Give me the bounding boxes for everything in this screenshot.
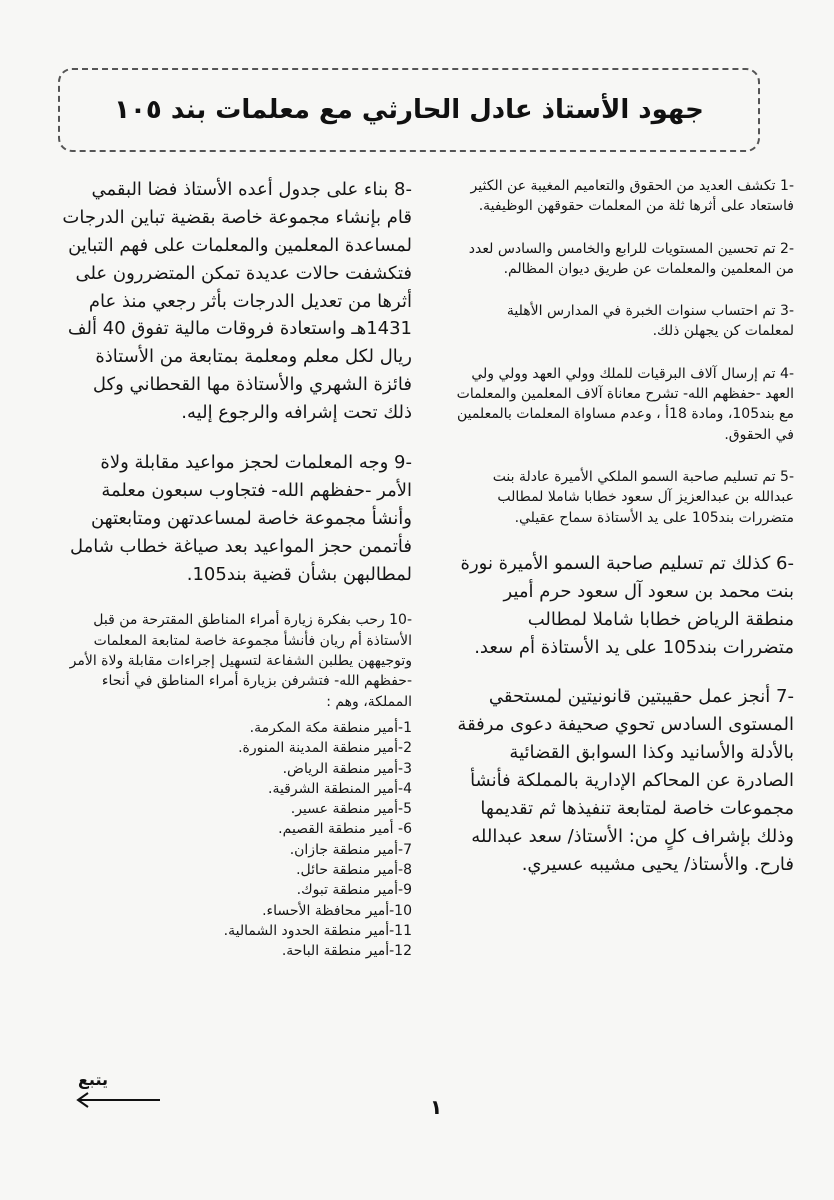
item-number: -6 bbox=[776, 552, 794, 574]
item-number: -5 bbox=[780, 468, 794, 485]
list-item: 7-أمير منطقة جازان. bbox=[289, 841, 412, 858]
page-number: ١ bbox=[430, 1095, 443, 1119]
item-number: -10 bbox=[389, 612, 412, 629]
princes-list bbox=[62, 718, 412, 962]
item-text: تم إرسال آلاف البرقيات للملك وولي العهد وولي ولي العهد -حفظهم الله- تشرح معاناة آلاف المعلمين والمعلمات مع بند105، ومادة 18أ ، وعدم مساواة المعلمات بالمعلمين في الحقوق. bbox=[456, 365, 794, 443]
list-item: 10-أمير محافظة الأحساء. bbox=[262, 902, 412, 919]
paragraph-item bbox=[454, 550, 794, 662]
list-item: 9-أمير منطقة تبوك. bbox=[296, 882, 412, 899]
continue-label: يتبع bbox=[78, 1070, 108, 1089]
item-text: بناء على جدول أعده الأستاذ فضا البقمي قام بإنشاء مجموعة خاصة بقضية تباين الدرجات لمساعدة المعلمين والمعلمات على فهم التباين فتكشفت حالات عديدة تمكن المتضررون على أثرها من تعديل الدرجات بأثر رجعي منذ عام 1431هـ واستعادة فروقات مالية تفوق 40 ألف ريال لكل معلم ومعلمة بمتابعة من الأستاذة فائزة الشهري والأستاذة مها القحطاني وكل ذلك تحت إشرافه والرجوع إليه. bbox=[62, 179, 412, 424]
arrow-left-icon bbox=[74, 1090, 164, 1110]
list-item: 1-أمير منطقة مكة المكرمة. bbox=[249, 719, 412, 736]
paragraph-item bbox=[454, 467, 794, 528]
paragraph-item bbox=[62, 176, 412, 427]
item-text: كذلك تم تسليم صاحبة السمو الأميرة نورة بنت محمد بن سعود آل سعود حرم أمير منطقة الرياض خطابا شاملا لمطالب متضررات بند105 على يد الأستاذة أم سعد. bbox=[460, 552, 794, 658]
list-item: 2-أمير منطقة المدينة المنورة. bbox=[238, 740, 412, 757]
list-item: 6- أمير منطقة القصيم. bbox=[278, 821, 412, 838]
item-text: تم احتساب سنوات الخبرة في المدارس الأهلية لمعلمات كن يجهلن ذلك. bbox=[506, 303, 794, 340]
paragraph-item bbox=[62, 449, 412, 588]
item-number: -7 bbox=[776, 686, 794, 708]
paragraph-item bbox=[454, 364, 794, 445]
right-column bbox=[454, 176, 794, 901]
item-number: -3 bbox=[780, 303, 794, 320]
title-frame bbox=[58, 68, 760, 152]
paragraph-item bbox=[62, 610, 412, 961]
list-item: 11-أمير منطقة الحدود الشمالية. bbox=[223, 922, 412, 939]
item-text: تكشف العديد من الحقوق والتعاميم المغيبة عن الكثير فاستعاد على أثرها ثلة من المعلمات حقوقهن الوظيفية. bbox=[470, 178, 794, 215]
list-item: 5-أمير منطقة عسير. bbox=[290, 801, 412, 818]
paragraph-item bbox=[454, 683, 794, 878]
list-item: 12-أمير منطقة الباحة. bbox=[281, 943, 412, 960]
list-item: 4-أمير المنطقة الشرقية. bbox=[268, 780, 412, 797]
item-number: -9 bbox=[394, 452, 412, 474]
paragraph-item bbox=[454, 176, 794, 217]
list-item: 8-أمير منطقة حائل. bbox=[296, 862, 412, 879]
item-text: تم تحسين المستويات للرابع والخامس والسادس لعدد من المعلمين والمعلمات عن طريق ديوان المظالم. bbox=[468, 240, 794, 277]
item-text: تم تسليم صاحبة السمو الملكي الأميرة عادلة بنت عبدالله بن عبدالعزيز آل سعود خطابا شاملا لمطالب متضررات بند105 على يد الأستاذة سماح عقيلي. bbox=[492, 468, 794, 526]
item-number: -1 bbox=[780, 178, 794, 194]
item-text: رحب بفكرة زيارة أمراء المناطق المقترحة من قبل الأستاذة أم ريان فأنشأ مجموعة خاصة لمتابعة المعلمات وتوجيههن يطلبن الشفاعة لتسهيل إجراءات مقابلة ولاة الأمر -حفظهم الله- فتشرفن بزيارة أمراء المناطق في أنحاء المملكة، وهم : bbox=[69, 612, 412, 710]
item-number: -4 bbox=[780, 365, 794, 382]
list-item: 3-أمير منطقة الرياض. bbox=[282, 760, 412, 777]
item-text: أنجز عمل حقيبتين قانونيتين لمستحقي المستوى السادس تحوي صحيفة دعوى مرفقة بالأدلة والأسانيد وكذا السوابق القضائية الصادرة عن المحاكم الإدارية بالمملكة فأنشأ مجموعات خاصة لمتابعة تنفيذها ثم تقديمها وذلك بإشراف كلٍ من: الأستاذ/ سعد عبدالله فارح. والأستاذ/ يحيى مشيبه عسيري. bbox=[457, 686, 794, 875]
item-number: -8 bbox=[394, 179, 412, 200]
item-number: -2 bbox=[780, 240, 794, 257]
paragraph-item bbox=[454, 239, 794, 280]
item-text: وجه المعلمات لحجز مواعيد مقابلة ولاة الأمر -حفظهم الله- فتجاوب سبعون معلمة وأنشأ مجموعة خاصة لمساعدتهن ومتابعتهن فأتممن حجز المواعيد بعد صياغة خطاب شامل لمطالبهن بشأن قضية بند105. bbox=[70, 452, 412, 585]
paragraph-item bbox=[454, 301, 794, 342]
page-title: جهود الأستاذ عادل الحارثي مع معلمات بند ١٠٥ bbox=[114, 95, 704, 125]
left-column bbox=[62, 176, 412, 984]
